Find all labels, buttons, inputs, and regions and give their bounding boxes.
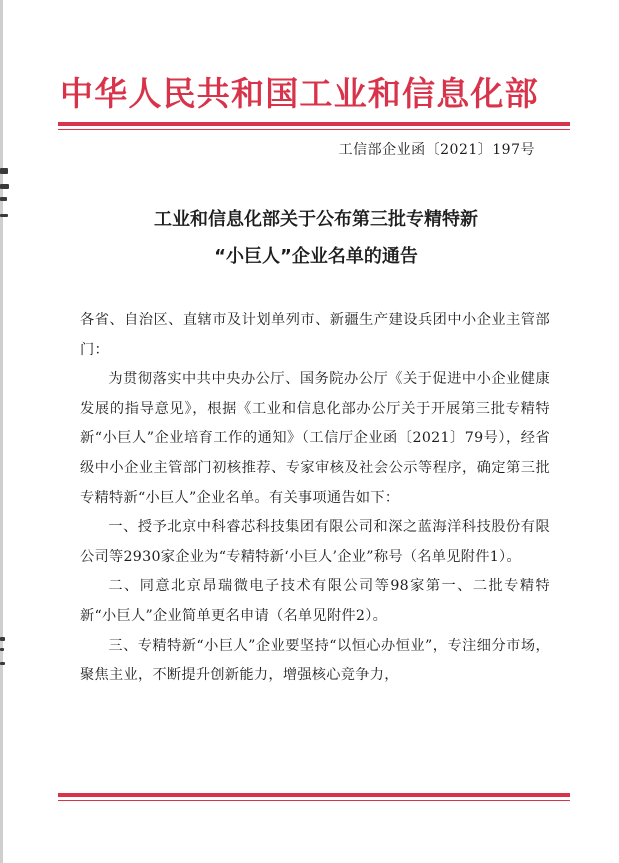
ministry-header-title: 中华人民共和国工业和信息化部 — [60, 74, 539, 113]
body-paragraph-item-1: 一、授予北京中科睿芯科技集团有限公司和深之蓝海洋科技股份有限公司等2930家企业为“专精特新‘小巨人’企业”称号（名单见附件1）。 — [80, 519, 550, 565]
scan-artifact — [0, 637, 5, 641]
header-divider-thick — [58, 122, 570, 126]
footer-divider-thick — [58, 793, 570, 797]
scan-artifact — [0, 648, 4, 651]
document-title-line-1: 工业和信息化部关于公布第三批专精特新 — [154, 209, 478, 230]
body-paragraph-item-3: 三、专精特新“小巨人”企业要坚持“以恒心办恒业”，专注细分市场，聚焦主业，不断提升创新能力，增强核心竞争力， — [80, 637, 550, 684]
body-paragraph-item-2: 二、同意北京昂瑞微电子技术有限公司等98家第一、二批专精特新“小巨人”企业简单更名申请（名单见附件2）。 — [80, 578, 550, 624]
scan-artifact — [0, 197, 7, 201]
document-body — [80, 306, 550, 691]
scan-artifact — [0, 168, 8, 174]
header-divider-thin — [58, 129, 570, 130]
document-title-line-2: “小巨人”企业名单的通告 — [214, 246, 418, 267]
footer-divider-thin — [58, 800, 570, 801]
scan-artifact — [0, 184, 9, 189]
document-number: 工信部企业函〔2021〕197号 — [338, 142, 535, 158]
scan-artifact — [0, 662, 5, 665]
body-paragraph-intro: 为贯彻落实中共中央办公厅、国务院办公厅《关于促进中小企业健康发展的指导意见》，根据《工业和信息化部办公厅关于开展第三批专精特新“小巨人”企业培育工作的通知》（工信厅企业函〔2021〕79号），经省级中小企业主管部门初核推荐、专家审核及社会公示等程序，确定第三批专精特新“小巨人”企业名单。有关事项通告如下： — [80, 371, 550, 506]
scan-edge — [0, 0, 3, 863]
scan-artifact — [0, 214, 8, 217]
addressee: 各省、自治区、直辖市及计划单列市、新疆生产建设兵团中小企业主管部门： — [80, 312, 550, 358]
